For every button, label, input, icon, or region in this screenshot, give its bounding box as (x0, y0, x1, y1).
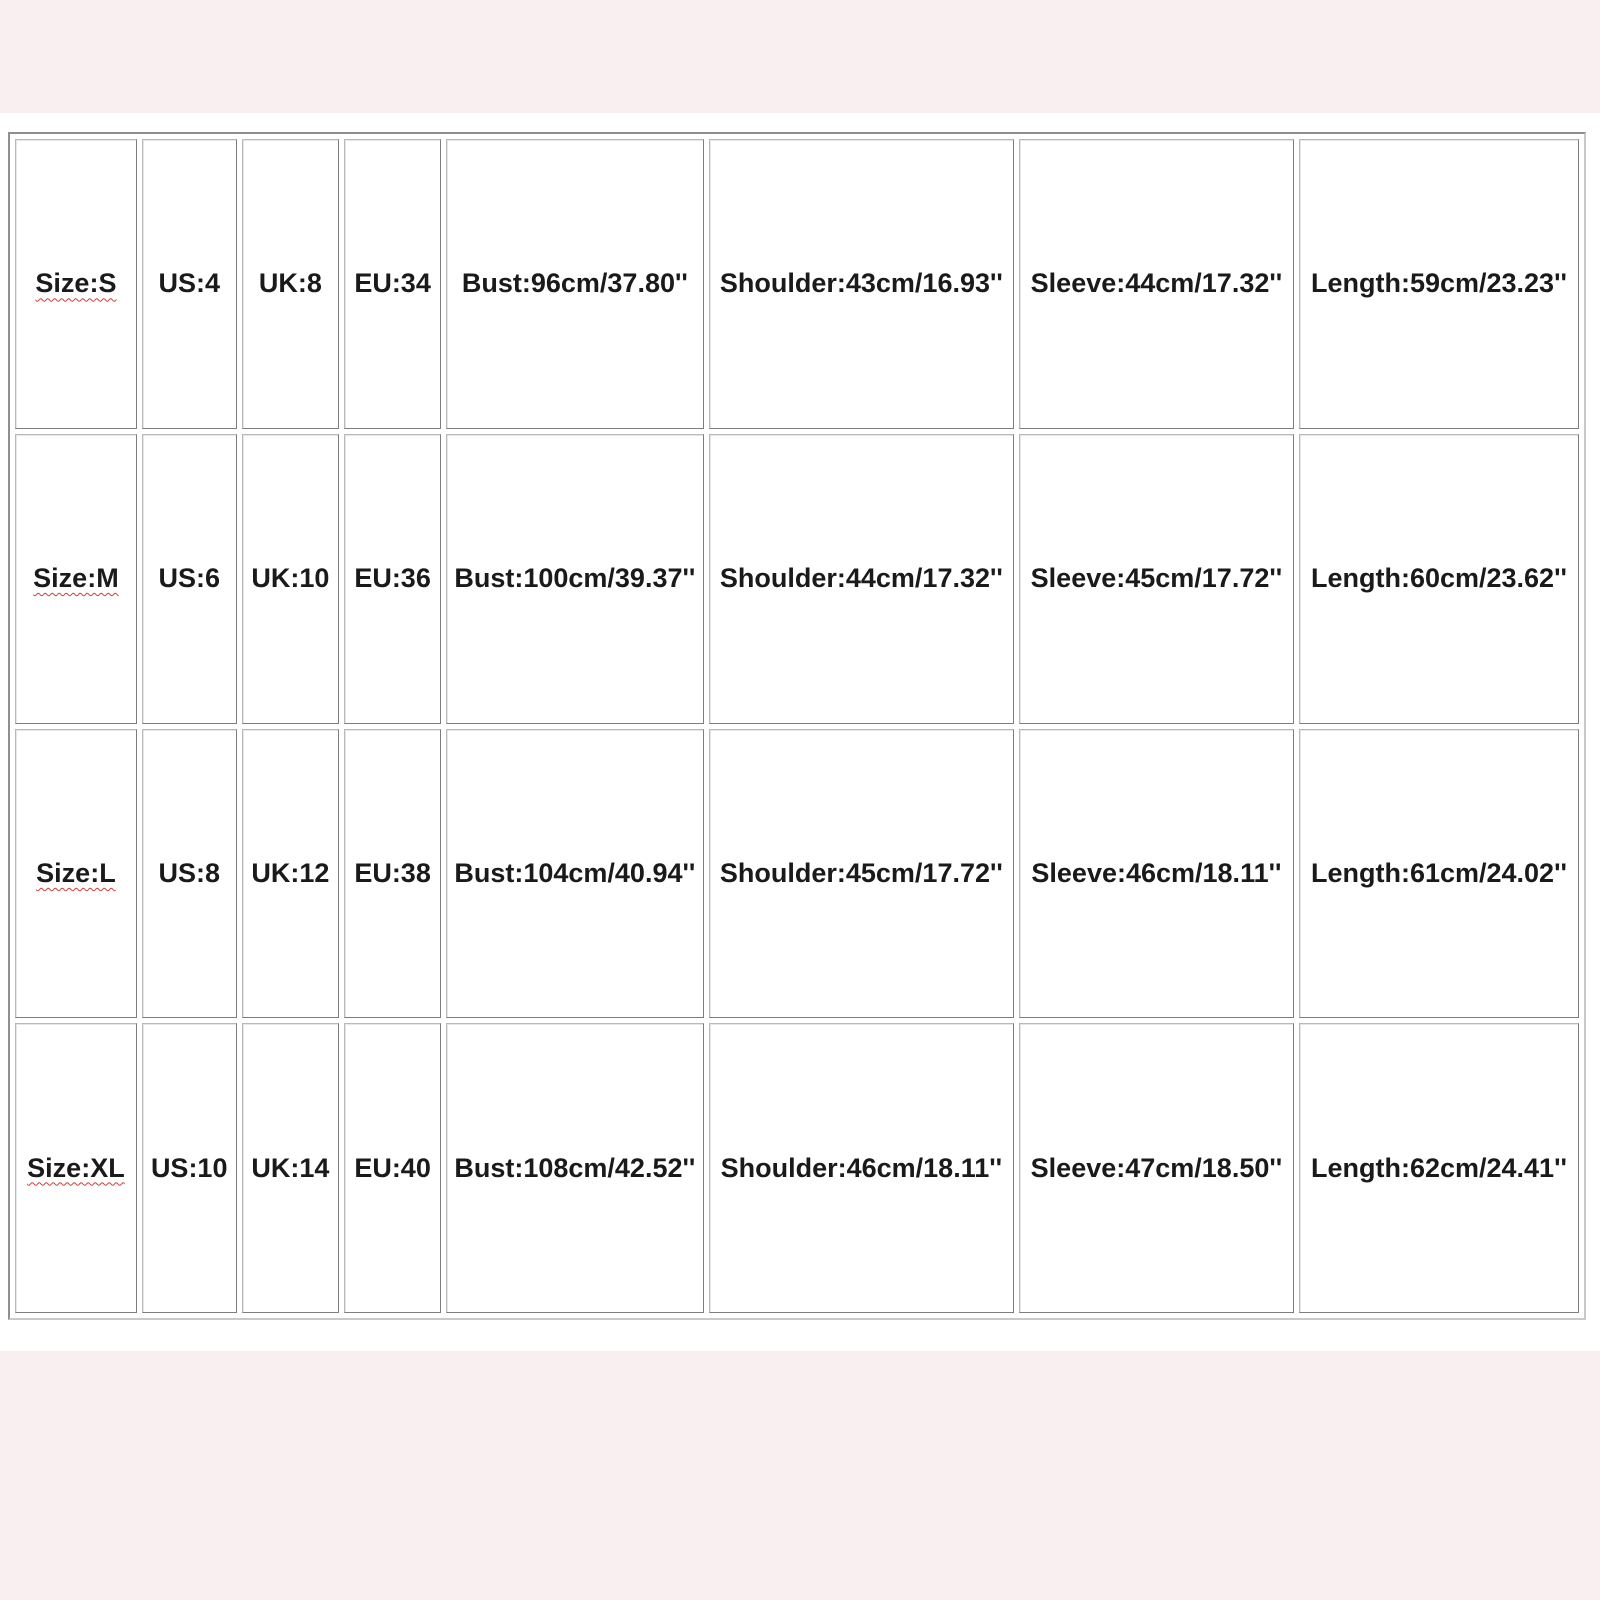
sleeve-cell: Sleeve:46cm/18.11'' (1019, 729, 1294, 1019)
size-chart-sheet (0, 113, 1600, 1351)
shoulder-cell: Shoulder:43cm/16.93'' (709, 139, 1014, 429)
eu-size-cell: EU:40 (344, 1023, 441, 1313)
size-label: Size:S (35, 268, 117, 299)
us-size-cell: US:4 (142, 139, 237, 429)
table-row (15, 729, 1579, 1019)
uk-size-cell: UK:14 (242, 1023, 340, 1313)
size-cell (15, 139, 137, 429)
length-cell: Length:61cm/24.02'' (1299, 729, 1579, 1019)
size-label: Size:XL (27, 1152, 125, 1183)
size-cell (15, 1023, 137, 1313)
bust-cell: Bust:96cm/37.80'' (446, 139, 704, 429)
eu-size-cell: EU:38 (344, 729, 441, 1019)
length-cell: Length:59cm/23.23'' (1299, 139, 1579, 429)
size-chart-table (8, 132, 1586, 1320)
bust-cell: Bust:104cm/40.94'' (446, 729, 704, 1019)
us-size-cell: US:6 (142, 434, 237, 724)
uk-size-cell: UK:12 (242, 729, 340, 1019)
bust-cell: Bust:108cm/42.52'' (446, 1023, 704, 1313)
table-row (15, 139, 1579, 429)
us-size-cell: US:10 (142, 1023, 237, 1313)
sleeve-cell: Sleeve:44cm/17.32'' (1019, 139, 1294, 429)
size-cell (15, 434, 137, 724)
uk-size-cell: UK:10 (242, 434, 340, 724)
shoulder-cell: Shoulder:46cm/18.11'' (709, 1023, 1014, 1313)
shoulder-cell: Shoulder:44cm/17.32'' (709, 434, 1014, 724)
table-row (15, 434, 1579, 724)
uk-size-cell: UK:8 (242, 139, 340, 429)
shoulder-cell: Shoulder:45cm/17.72'' (709, 729, 1014, 1019)
eu-size-cell: EU:34 (344, 139, 441, 429)
length-cell: Length:60cm/23.62'' (1299, 434, 1579, 724)
sleeve-cell: Sleeve:45cm/17.72'' (1019, 434, 1294, 724)
size-label: Size:M (33, 563, 119, 594)
sleeve-cell: Sleeve:47cm/18.50'' (1019, 1023, 1294, 1313)
bust-cell: Bust:100cm/39.37'' (446, 434, 704, 724)
length-cell: Length:62cm/24.41'' (1299, 1023, 1579, 1313)
eu-size-cell: EU:36 (344, 434, 441, 724)
table-row (15, 1023, 1579, 1313)
size-cell (15, 729, 137, 1019)
us-size-cell: US:8 (142, 729, 237, 1019)
size-label: Size:L (36, 857, 116, 888)
